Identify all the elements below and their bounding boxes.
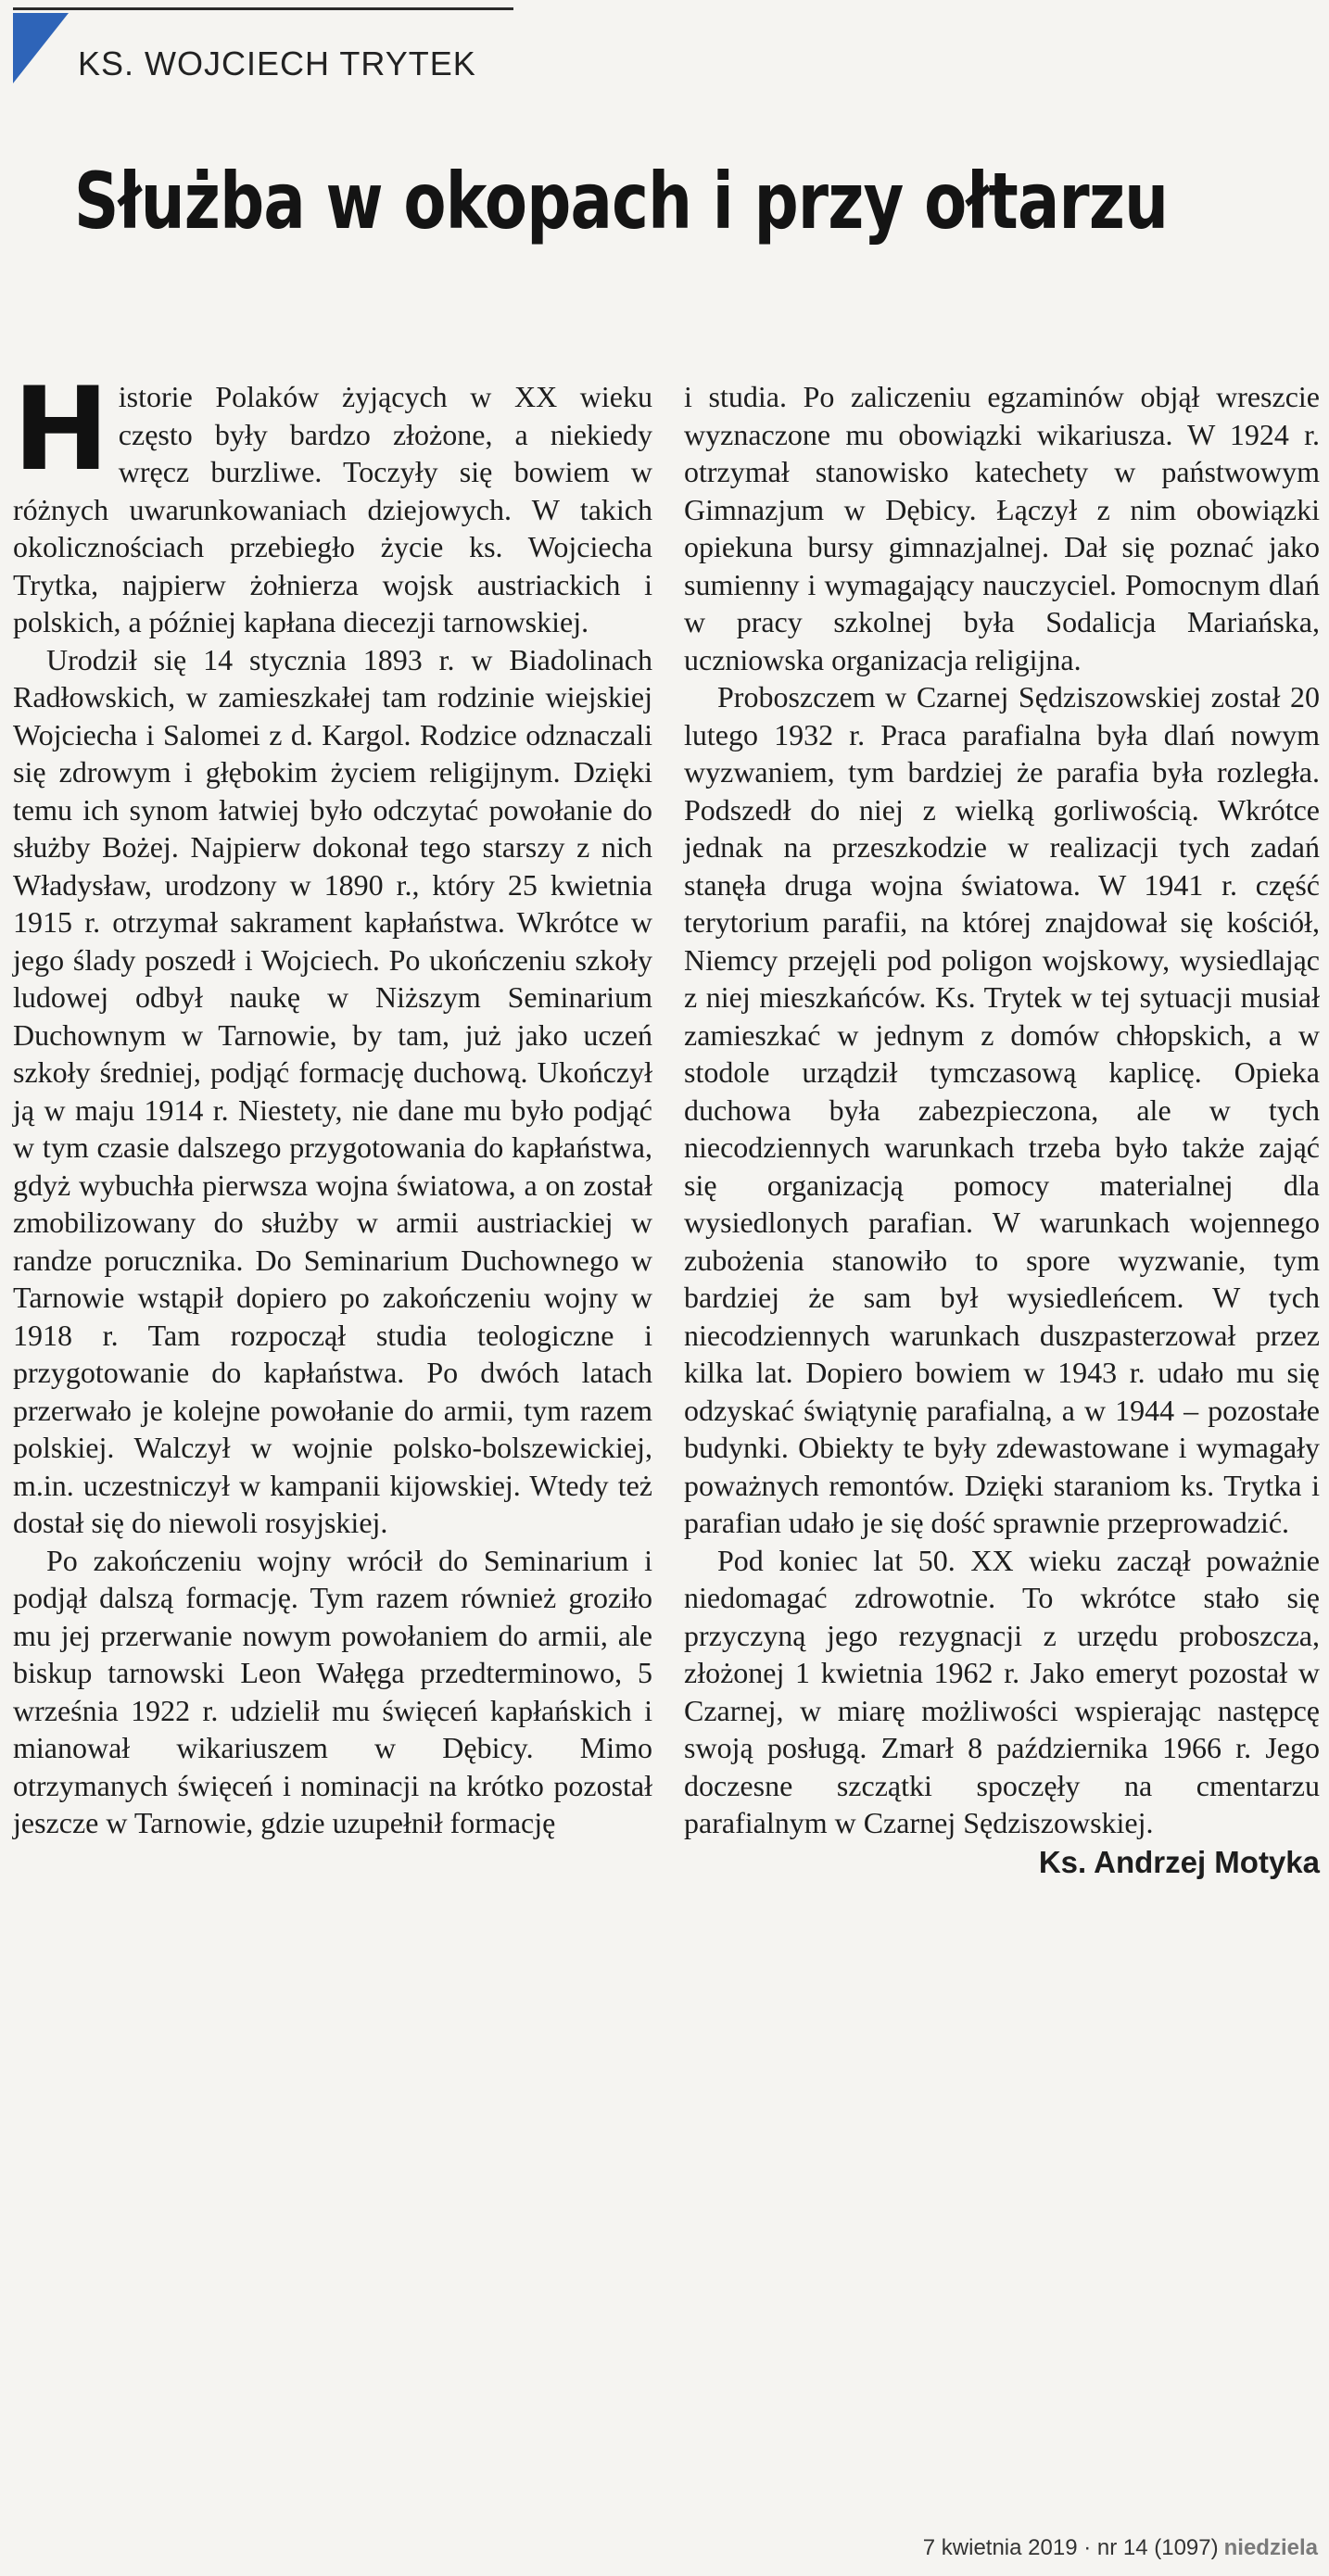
paragraph: Po zakończeniu wojny wrócił do Seminarium i podjął dalszą formację. Tym razem również groziło mu jej przerwanie nowym powołaniem do armii, ale biskup tarnowski Leon Wałęga przedterminowo, 5 września 1922 r. udzielił mu święceń kapłańskich i mianował wikariuszem w Dębicy. Mimo otrzymanych święceń i nominacji na krótko pozostał jeszcze w Tarnowie, gdzie uzupełnił formację: [13, 1543, 652, 1839]
issue-info: 7 kwietnia 2019 · nr 14 (1097): [922, 2535, 1219, 2560]
paragraph: Pod koniec lat 50. XX wieku zaczął poważnie niedomagać zdrowotnie. To wkrótce stało się przyczyną jego rezygnacji z urzędu proboszcza, złożonej 1 kwietnia 1962 r. Jako emeryt pozostał w Czarnej, w miarę możliwości wspierając następcę swoją posługą. Zmarł 8 października 1966 r. Jego doczesne szczątki spoczęły na cmentarzu parafialnym w Czarnej Sędziszowskiej.: [684, 1543, 1320, 1839]
author-byline: KS. WOJCIECH TRYTEK: [78, 44, 476, 82]
article-signature: Ks. Andrzej Motyka: [1038, 1844, 1320, 1879]
right-column: [684, 378, 1320, 1881]
page-footer: [923, 2535, 1318, 2561]
publication-brand: niedziela: [1223, 2535, 1318, 2560]
corner-triangle-icon: [13, 13, 69, 83]
top-rule: [13, 7, 513, 10]
article-body: [13, 363, 1320, 2491]
drop-cap: H: [13, 363, 109, 497]
left-column: [13, 363, 652, 1842]
article-title: Służba w okopach i przy ołtarzu: [74, 156, 1169, 246]
paragraph: Urodził się 14 stycznia 1893 r. w Biadolinach Radłowskich, w zamieszkałej tam rodzinie wiejskiej Wojciecha i Salomei z d. Kargol. Rodzice odznaczali się zdrowym i głębokim życiem religijnym. Dzięki temu ich synom łatwiej było odczytać powołanie do służby Bożej. Najpierw dokonał tego starszy z nich Władysław, urodzony w 1890 r., który 25 kwietnia 1915 r. otrzymał sakrament kapłaństwa. Wkrótce w jego ślady poszedł i Wojciech. Po ukończeniu szkoły ludowej odbył naukę w Niższym Seminarium Duchownym w Tarnowie, by tam, już jako uczeń szkoły średniej, podjąć formację duchową. Ukończył ją w maju 1914 r. Niestety, nie dane mu było podjąć w tym czasie dalszego przygotowania do kapłaństwa, gdyż wybuchła pierwsza wojna światowa, a on został zmobilizowany do służby w armii austriackiej w randze porucznika. Do Seminarium Duchownego w Tarnowie wstąpił dopiero po zakończeniu wojny w 1918 r. Tam rozpoczął studia teologiczne i przygotowanie do kapłaństwa. Po dwóch latach przerwało je kolejne powołanie do armii, tym razem polskiej. Walczył w wojnie polsko-bolszewickiej, m.in. uczestniczył w kampanii kijowskiej. Wtedy też dostał się do niewoli rosyjskiej.: [13, 642, 652, 1539]
paragraph-continued: i studia. Po zaliczeniu egzaminów objął wreszcie wyznaczone mu obowiązki wikariusza. W 1924 r. otrzymał stanowisko katechety w państwowym Gimnazjum w Dębicy. Łączył z nim obowiązki opiekuna bursy gimnazjalnej. Dał się poznać jako sumienny i wymagający nauczyciel. Pomocnym dlań w pracy szkolnej była Sodalicja Mariańska, uczniowska organizacja religijna.: [684, 380, 1320, 676]
paragraph-lead: [13, 363, 652, 641]
paragraph-text: istorie Polaków żyjących w XX wieku często były bardzo złożone, a niekiedy wręcz burzliwe. Toczyły się bowiem w różnych uwarunkowaniach dziejowych. W takich okolicznościach przebiegło życie ks. Wojciecha Trytka, najpierw żołnierza wojsk austriackich i polskich, a później kapłana diecezji tarnowskiej.: [13, 380, 652, 638]
paragraph: Proboszczem w Czarnej Sędziszowskiej został 20 lutego 1932 r. Praca parafialna była dlań nowym wyzwaniem, tym bardziej że parafia była rozległa. Podszedł do niej z wielką gorliwością. Wkrótce jednak na przeszkodzie w realizacji tych zadań stanęła druga wojna światowa. W 1941 r. część terytorium parafii, na której znajdował się kościół, Niemcy przejęli pod poligon wojskowy, wysiedlając z niej mieszkańców. Ks. Trytek w tej sytuacji musiał zamieszkać w jednym z domów chłopskich, a w stodole urządził tymczasową kaplicę. Opieka duchowa była zabezpieczona, ale w tych niecodziennych warunkach trzeba było także zająć się organizacją pomocy materialnej dla wysiedlonych parafian. W warunkach wojennego zubożenia stanowiło to spore wyzwanie, tym bardziej że sam był wysiedleńcem. W tych niecodziennych warunkach duszpasterzował przez kilka lat. Dopiero bowiem w 1943 r. udało mu się odzyskać świątynię parafialną, a w 1944 – pozostałe budynki. Obiekty te były zdewastowane i wymagały poważnych remontów. Dzięki staraniom ks. Trytka i parafian udało je się dość sprawnie przeprowadzić.: [684, 680, 1320, 1539]
